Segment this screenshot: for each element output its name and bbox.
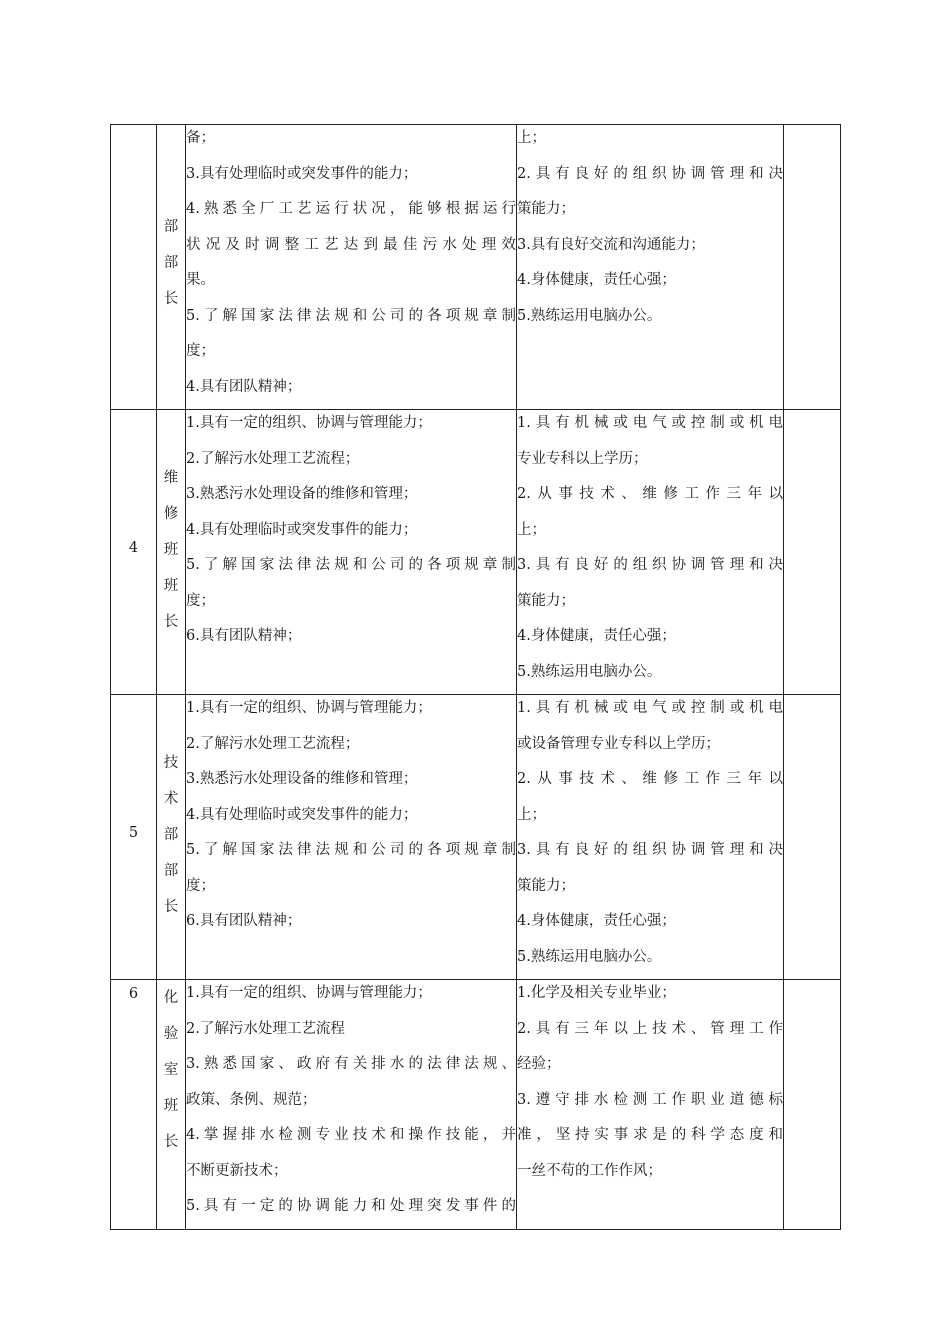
requirement-line: 4.熟悉全厂工艺运行状况，能够根据运行 (186, 201, 516, 217)
row-number: 4 (128, 540, 139, 556)
job-requirements-cell (186, 695, 517, 980)
remark-cell (784, 410, 841, 695)
position-title-cell (157, 980, 186, 1230)
qualification-line: 5.熟练运用电脑办公。 (517, 307, 662, 324)
qualifications-cell (517, 125, 784, 410)
title-char: 部 (163, 827, 179, 843)
position-title-cell (157, 410, 186, 695)
qualification-line: 上； (517, 521, 546, 538)
requirement-line: 4.具有团队精神； (186, 378, 302, 395)
requirement-line: 度； (186, 877, 215, 894)
title-char: 化 (163, 990, 179, 1006)
title-char: 部 (163, 255, 179, 271)
qualification-line: 策能力； (517, 592, 575, 609)
row-number: 5 (128, 825, 139, 841)
remark-cell (784, 695, 841, 980)
requirement-line: 3.熟悉国家、政府有关排水的法律法规、 (186, 1056, 516, 1072)
title-char: 班 (163, 578, 179, 594)
qualification-line: 3.遵守排水检测工作职业道德标 (517, 1091, 783, 1108)
title-char: 长 (163, 614, 179, 630)
requirement-line: 度； (186, 592, 215, 609)
position-requirements-table (110, 124, 841, 1230)
requirement-line: 6.具有团队精神； (186, 913, 302, 929)
qualification-line: 5.熟练运用电脑办公。 (517, 663, 662, 680)
table-row (111, 410, 841, 695)
title-char: 班 (163, 542, 179, 558)
requirement-line: 3.熟悉污水处理设备的维修和管理； (186, 771, 418, 787)
qualification-line: 5.熟练运用电脑办公。 (517, 948, 662, 965)
qualification-line: 3.具有良好的组织协调管理和决 (517, 842, 783, 858)
qualification-line: 上； (517, 806, 546, 823)
row-number: 6 (128, 986, 139, 1002)
qualification-line: 4.身体健康，责任心强； (517, 272, 676, 288)
position-title-cell (157, 125, 186, 410)
qualification-line: 4.身体健康，责任心强； (517, 628, 676, 644)
qualification-line: 准，坚持实事求是的科学态度和 (517, 1127, 783, 1143)
qualification-line: 1.具有机械或电气或控制或机电 (517, 415, 783, 431)
qualifications-cell (517, 980, 784, 1230)
title-char: 室 (163, 1062, 179, 1078)
qualification-line: 4.身体健康，责任心强； (517, 913, 676, 929)
requirement-line: 2.了解污水处理工艺流程； (186, 735, 360, 752)
title-char: 验 (163, 1026, 179, 1042)
job-requirements-cell (186, 125, 517, 410)
table-row (111, 125, 841, 410)
qualification-line: 经验； (517, 1056, 561, 1072)
qualification-line: 专业专科以上学历； (517, 450, 648, 467)
title-char: 班 (163, 1098, 179, 1114)
position-title-cell (157, 695, 186, 980)
title-char: 术 (163, 791, 179, 807)
requirement-line: 3.具有处理临时或突发事件的能力； (186, 165, 418, 182)
title-char: 长 (163, 291, 179, 307)
requirement-line: 备； (186, 130, 215, 146)
requirement-line: 5.了解国家法律法规和公司的各项规章制 (186, 307, 516, 324)
job-requirements-cell (186, 410, 517, 695)
job-requirements-cell (186, 980, 517, 1230)
qualification-line: 一丝不苟的工作作风； (517, 1162, 662, 1179)
title-char: 部 (163, 219, 179, 235)
qualification-line: 1.化学及相关专业毕业； (517, 985, 676, 1001)
remark-cell (784, 125, 841, 410)
qualification-line: 策能力； (517, 877, 575, 894)
requirement-line: 3.熟悉污水处理设备的维修和管理； (186, 486, 418, 502)
requirement-line: 1.具有一定的组织、协调与管理能力； (186, 700, 432, 716)
title-char: 长 (163, 899, 179, 915)
title-char: 技 (163, 755, 179, 771)
qualification-line: 3.具有良好的组织协调管理和决 (517, 557, 783, 573)
requirement-line: 5.具有一定的协调能力和处理突发事件的 (186, 1198, 516, 1214)
requirement-line: 2.了解污水处理工艺流程 (186, 1020, 345, 1037)
requirement-line: 4.具有处理临时或突发事件的能力； (186, 521, 418, 538)
requirement-line: 度； (186, 343, 215, 359)
qualifications-cell (517, 695, 784, 980)
requirement-line: 2.了解污水处理工艺流程； (186, 450, 360, 467)
qualification-line: 2.具有三年以上技术、管理工作 (517, 1020, 783, 1037)
requirement-line: 状况及时调整工艺达到最佳污水处理效 (186, 236, 516, 253)
qualification-line: 上； (517, 130, 546, 146)
requirement-line: 不断更新技术； (186, 1162, 288, 1179)
requirement-line: 政策、条例、规范； (186, 1091, 317, 1108)
qualification-line: 2.具有良好的组织协调管理和决 (517, 165, 783, 182)
requirement-line: 1.具有一定的组织、协调与管理能力； (186, 415, 432, 431)
title-char: 维 (163, 470, 179, 486)
requirement-line: 6.具有团队精神； (186, 628, 302, 644)
remark-cell (784, 980, 841, 1230)
title-char: 长 (163, 1134, 179, 1150)
title-char: 部 (163, 863, 179, 879)
qualification-line: 策能力； (517, 201, 575, 217)
qualification-line: 3.具有良好交流和沟通能力； (517, 236, 705, 253)
requirement-line: 果。 (186, 272, 215, 288)
requirement-line: 4.具有处理临时或突发事件的能力； (186, 806, 418, 823)
requirement-line: 5.了解国家法律法规和公司的各项规章制 (186, 842, 516, 858)
row-number-cell (111, 410, 157, 695)
qualification-line: 或设备管理专业专科以上学历； (517, 735, 720, 752)
qualification-line: 1.具有机械或电气或控制或机电 (517, 700, 783, 716)
requirement-line: 5.了解国家法律法规和公司的各项规章制 (186, 557, 516, 573)
row-number-cell (111, 695, 157, 980)
qualification-line: 2.从事技术、维修工作三年以 (517, 486, 783, 502)
table-row (111, 695, 841, 980)
requirement-line: 4.掌握排水检测专业技术和操作技能，并 (186, 1127, 516, 1143)
title-char: 修 (163, 506, 179, 522)
requirement-line: 1.具有一定的组织、协调与管理能力； (186, 985, 432, 1001)
row-number-cell (111, 980, 157, 1230)
table-row (111, 980, 841, 1230)
qualifications-cell (517, 410, 784, 695)
row-number-cell (111, 125, 157, 410)
qualification-line: 2.从事技术、维修工作三年以 (517, 771, 783, 787)
